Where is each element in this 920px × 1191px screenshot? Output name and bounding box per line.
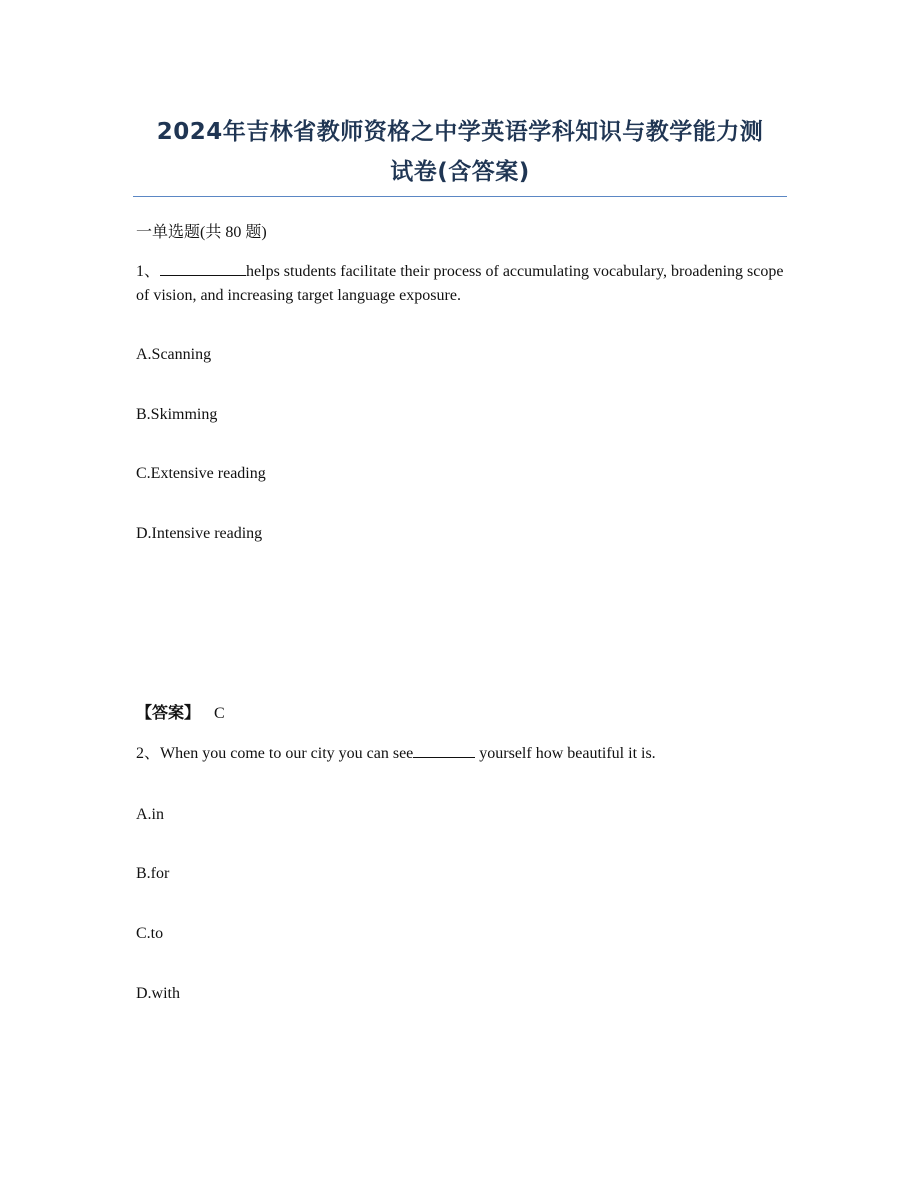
section-heading: 一单选题(共 80 题) — [136, 224, 267, 241]
question-2-text-before: When you come to our city you can see — [160, 745, 414, 762]
question-2 — [136, 742, 786, 766]
question-1-text: helps students facilitate their process of accumulating vocabulary, broadening scope of vision, and increasing target language exposure. — [136, 263, 784, 304]
document-title — [133, 112, 787, 192]
question-2-option-d: D.with — [136, 985, 180, 1002]
question-1-answer — [136, 703, 225, 725]
question-2-option-c: C.to — [136, 925, 164, 942]
question-1-option-b: B.Skimming — [136, 406, 218, 423]
question-1-option-a: A.Scanning — [136, 346, 212, 363]
answer-label: 【答案】 — [136, 705, 201, 722]
question-1-option-c: C.Extensive reading — [136, 465, 266, 482]
question-2-text-after: yourself how beautiful it is. — [475, 745, 656, 762]
question-1-option-d: D.Intensive reading — [136, 525, 263, 542]
question-1-number: 1、 — [136, 263, 161, 280]
title-line-2: 试卷(含答案) — [390, 159, 530, 185]
title-divider — [133, 196, 787, 197]
question-2-option-a: A.in — [136, 806, 164, 823]
question-2-number: 2、 — [136, 745, 161, 762]
question-1-blank — [160, 261, 246, 276]
title-line-1: 2024年吉林省教师资格之中学英语学科知识与教学能力测 — [156, 119, 764, 145]
question-1 — [136, 260, 786, 308]
question-2-blank — [413, 743, 475, 758]
question-2-option-b: B.for — [136, 865, 170, 882]
answer-value: C — [214, 705, 225, 722]
